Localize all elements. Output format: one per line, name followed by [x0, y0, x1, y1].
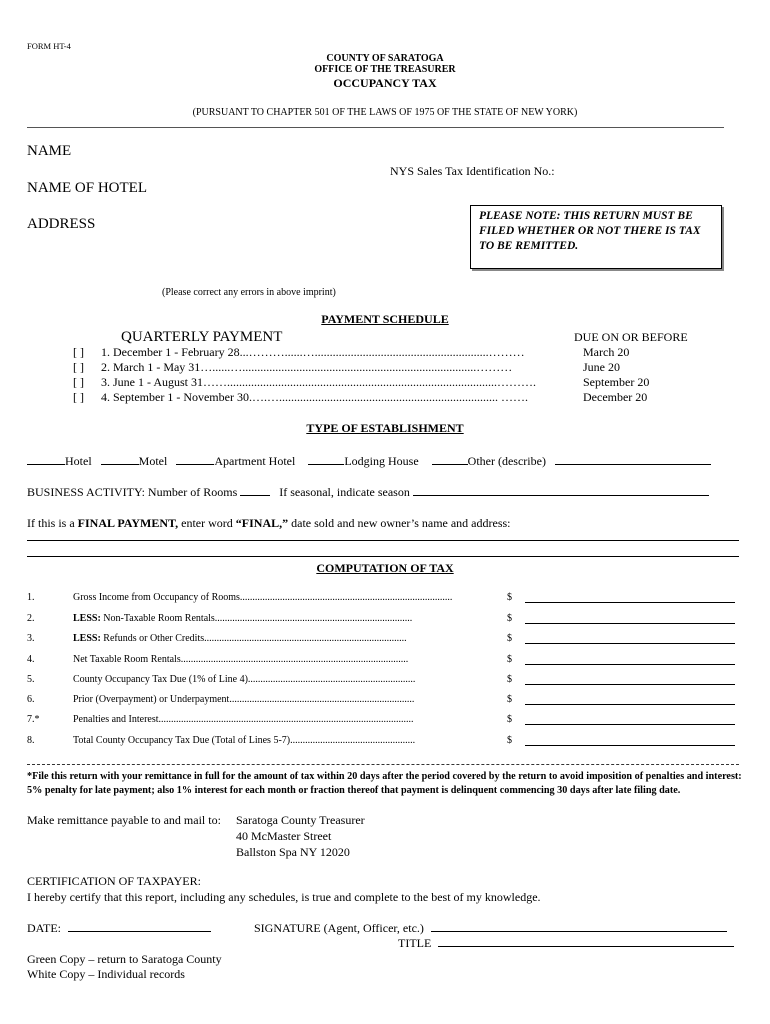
- computation-title: COMPUTATION OF TAX: [316, 561, 454, 575]
- quarter-period: 1. December 1 - February 28...………......…..........................................................………: [101, 345, 525, 359]
- new-owner-line-2[interactable]: [27, 556, 739, 557]
- schedule-row-q2[interactable]: [73, 360, 663, 375]
- computation-row-4: [27, 654, 737, 670]
- line-text: Gross Income from Occupancy of Rooms.....................................................................................: [73, 592, 453, 603]
- line-description: [73, 694, 513, 705]
- establishment-title: TYPE OF ESTABLISHMENT: [306, 421, 464, 435]
- amount-field[interactable]: [525, 704, 735, 705]
- amount-field[interactable]: [525, 623, 735, 624]
- due-date-header: DUE ON OR BEFORE: [574, 330, 688, 344]
- line-text: County Occupancy Tax Due (1% of Line 4)...................................................................: [73, 674, 416, 685]
- dollar-sign: $: [507, 613, 512, 624]
- line-number: 2.: [27, 613, 35, 624]
- computation-row-6: [27, 694, 737, 710]
- quarter-checkbox[interactable]: [ ]: [73, 345, 84, 359]
- date-label: DATE:: [27, 921, 61, 935]
- hotel-option-label: Hotel: [65, 454, 92, 468]
- office-heading: OFFICE OF THE TREASURER: [314, 64, 456, 75]
- seasonal-label: If seasonal, indicate season: [279, 485, 410, 499]
- remittance-label: Make remittance payable to and mail to:: [27, 813, 221, 827]
- dollar-sign: $: [507, 694, 512, 705]
- dollar-sign: $: [507, 714, 512, 725]
- line-description: [73, 633, 513, 644]
- computation-row-8: [27, 735, 737, 751]
- quarter-checkbox[interactable]: [ ]: [73, 375, 84, 389]
- green-copy-note: Green Copy – return to Saratoga County: [27, 952, 222, 966]
- white-copy-note: White Copy – Individual records: [27, 967, 185, 981]
- amount-field[interactable]: [525, 643, 735, 644]
- line-bold-prefix: LESS:: [73, 613, 101, 624]
- certification-statement: I hereby certify that this report, including any schedules, is true and complete to the best of my knowledge.: [27, 890, 541, 904]
- line-number: 1.: [27, 592, 35, 603]
- other-blank[interactable]: [432, 464, 468, 465]
- computation-row-2: [27, 613, 737, 629]
- penalty-footnote: *File this return with your remittance in full for the amount of tax within 20 days after the period covered by the return to avoid imposition of penalties and interest: 5% penalty for late payment; also 1% interest for each month or fraction thereof that payment is delinquent commencing 30 days after late filing date.: [27, 771, 742, 796]
- amount-field[interactable]: [525, 684, 735, 685]
- motel-option-label: Motel: [138, 454, 168, 468]
- schedule-row-q4[interactable]: [73, 390, 663, 405]
- line-text: Total County Occupancy Tax Due (Total of Lines 5-7)..................................................: [73, 735, 416, 746]
- quarterly-payment-header: [121, 329, 282, 346]
- amount-field[interactable]: [525, 664, 735, 665]
- line-number: 7.*: [27, 714, 40, 725]
- motel-blank[interactable]: [101, 464, 139, 465]
- pursuant-note: (PURSUANT TO CHAPTER 501 OF THE LAWS OF 1975 OF THE STATE OF NEW YORK): [192, 107, 578, 118]
- business-activity-label: BUSINESS ACTIVITY: Number of Rooms: [27, 485, 238, 499]
- line-number: 5.: [27, 674, 35, 685]
- address-label: ADDRESS: [27, 216, 96, 232]
- correct-errors-note: (Please correct any errors in above imprint): [162, 287, 336, 298]
- quarter-checkbox[interactable]: [ ]: [73, 390, 84, 404]
- hotel-blank[interactable]: [27, 464, 65, 465]
- amount-field[interactable]: [525, 602, 735, 603]
- line-number: 4.: [27, 654, 35, 665]
- line-text: Net Taxable Room Rentals...........................................................................................: [73, 654, 409, 665]
- line-text: Refunds or Other Credits.................................................................................: [100, 633, 407, 644]
- quarter-due-date: June 20: [583, 360, 620, 374]
- line-text: Non-Taxable Room Rentals...............................................................................: [100, 613, 413, 624]
- remittance-address-line-2: 40 McMaster Street: [236, 829, 332, 843]
- signature-label: SIGNATURE (Agent, Officer, etc.): [254, 921, 424, 935]
- final-payment-bold: FINAL PAYMENT,: [77, 516, 179, 530]
- title-label: TITLE: [398, 936, 432, 950]
- other-describe-field[interactable]: [555, 464, 711, 465]
- lodging-house-option-label: Lodging House: [344, 454, 419, 468]
- dollar-sign: $: [507, 592, 512, 603]
- line-text: Penalties and Interest......................................................................................................: [73, 714, 414, 725]
- schedule-row-q1[interactable]: [73, 345, 663, 360]
- title-row: [398, 936, 734, 951]
- title-field[interactable]: [438, 946, 734, 947]
- remittance-address-line-1: Saratoga County Treasurer: [236, 813, 365, 827]
- quarter-period: 4. September 1 - November 30.….…......................................................................... …….: [101, 390, 528, 404]
- line-description: [73, 654, 513, 665]
- final-word: “FINAL,”: [235, 516, 289, 530]
- county-heading: COUNTY OF SARATOGA: [326, 53, 444, 64]
- filing-note-box: PLEASE NOTE: THIS RETURN MUST BE FILED WHETHER OR NOT THERE IS TAX TO BE REMITTED.: [470, 205, 722, 269]
- date-field[interactable]: [68, 931, 211, 932]
- dollar-sign: $: [507, 674, 512, 685]
- dollar-sign: $: [507, 735, 512, 746]
- final-mid: enter word: [178, 516, 236, 530]
- form-id: FORM HT-4: [27, 41, 71, 51]
- certification-title: CERTIFICATION OF TAXPAYER:: [27, 874, 201, 888]
- computation-row-3: [27, 633, 737, 649]
- signature-row: [254, 921, 727, 936]
- computation-row-1: [27, 592, 737, 608]
- sales-tax-id-label: NYS Sales Tax Identification No.:: [390, 164, 555, 178]
- name-label: NAME: [27, 143, 72, 159]
- hotel-name-label: NAME OF HOTEL: [27, 180, 147, 196]
- business-activity-row: [27, 485, 709, 500]
- line-description: [73, 592, 513, 603]
- quarterly-payment-header-text: QUARTERLY PAYMENT: [121, 329, 283, 345]
- final-suffix: date sold and new owner’s name and address:: [288, 516, 511, 530]
- quarter-period: 3. June 1 - August 31……..........................................................................................……….: [101, 375, 536, 389]
- quarter-period: 2. March 1 - May 31…......…..............................................................................………: [101, 360, 513, 374]
- amount-field[interactable]: [525, 724, 735, 725]
- quarter-due-date: December 20: [583, 390, 648, 404]
- apartment-hotel-blank[interactable]: [176, 464, 214, 465]
- lodging-house-blank[interactable]: [308, 464, 344, 465]
- amount-field[interactable]: [525, 745, 735, 746]
- computation-row-5: [27, 674, 737, 690]
- final-prefix: If this is a: [27, 516, 78, 530]
- header-divider: [27, 127, 724, 128]
- date-row: [27, 921, 211, 936]
- quarter-due-date: September 20: [583, 375, 650, 389]
- remittance-address-line-3: Ballston Spa NY 12020: [236, 845, 350, 859]
- schedule-row-q3[interactable]: [73, 375, 663, 390]
- line-description: [73, 613, 513, 624]
- line-description: [73, 674, 513, 685]
- quarter-checkbox[interactable]: [ ]: [73, 360, 84, 374]
- quarter-due-date: March 20: [583, 345, 630, 359]
- line-number: 3.: [27, 633, 35, 644]
- dollar-sign: $: [507, 654, 512, 665]
- line-number: 8.: [27, 735, 35, 746]
- dollar-sign: $: [507, 633, 512, 644]
- line-number: 6.: [27, 694, 35, 705]
- other-option-label: Other (describe): [467, 454, 546, 468]
- footnote-divider: [27, 764, 739, 765]
- payment-schedule-title: PAYMENT SCHEDULE: [321, 312, 449, 326]
- number-of-rooms-field[interactable]: [240, 495, 270, 496]
- signature-field[interactable]: [431, 931, 727, 932]
- computation-row-7: [27, 714, 737, 730]
- line-text: Prior (Overpayment) or Underpayment..........................................................................: [73, 694, 415, 705]
- page-title: OCCUPANCY TAX: [333, 76, 437, 90]
- line-bold-prefix: LESS:: [73, 633, 101, 644]
- new-owner-line-1[interactable]: [27, 540, 739, 541]
- season-field[interactable]: [413, 495, 709, 496]
- apartment-hotel-option-label: Apartment Hotel: [214, 454, 296, 468]
- line-description: [73, 735, 513, 746]
- final-payment-instructions: [27, 516, 511, 531]
- establishment-options: [27, 454, 711, 469]
- line-description: [73, 714, 513, 725]
